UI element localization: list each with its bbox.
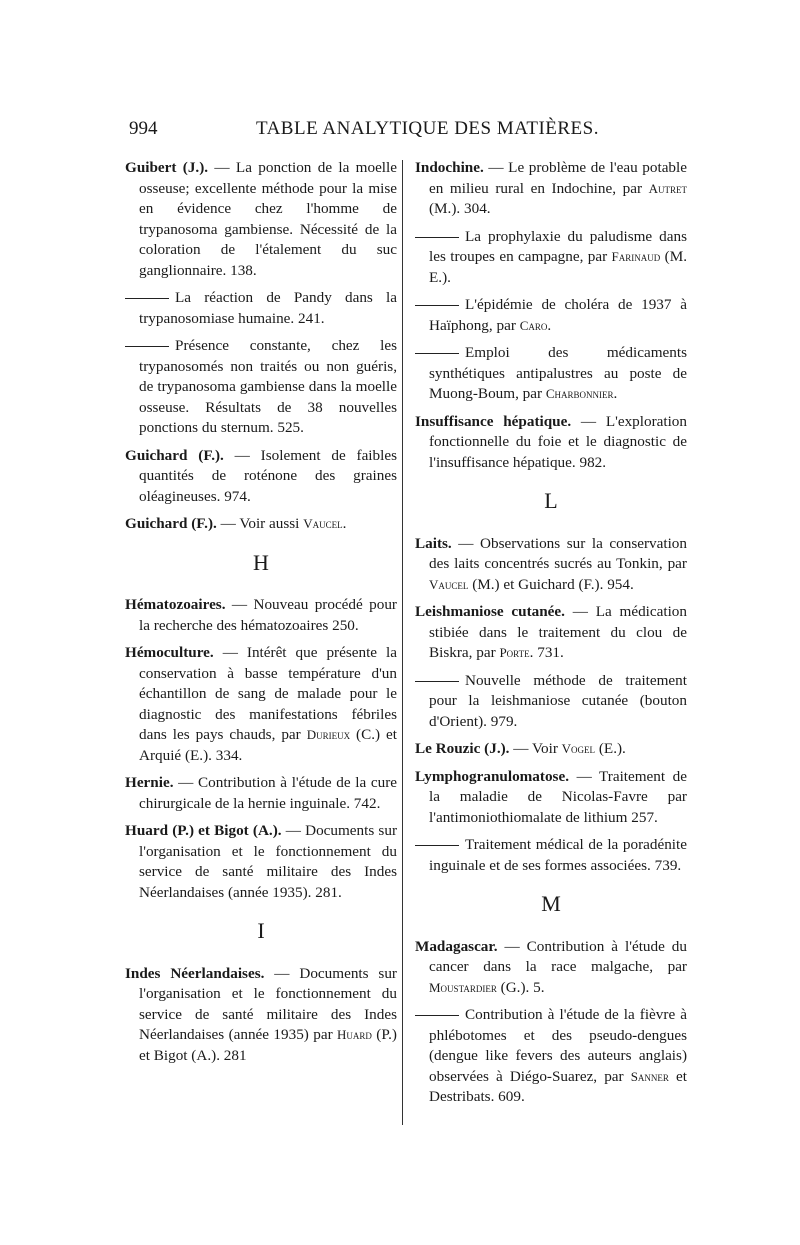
author-name: Huard xyxy=(337,1027,372,1042)
entry-tail: . xyxy=(613,385,618,402)
index-entry xyxy=(415,767,687,829)
index-subentry xyxy=(415,295,687,336)
index-entry xyxy=(415,158,687,220)
entry-text: — Observations sur la conservation des laits concentrés sucrés au Tonkin, par xyxy=(429,534,687,572)
entry-heading: Leishmaniose cutanée. xyxy=(415,603,565,620)
entry-tail: (P.) et Bigot (A.). 281 xyxy=(139,1026,397,1064)
entry-text: Emploi des médicaments synthétiques antipalustres au poste de Muong-Boum, par xyxy=(429,344,687,402)
entry-text: — Contribution à l'étude du cancer dans la race malgache, par xyxy=(429,937,687,975)
entry-heading: Insuffisance hépatique. xyxy=(415,412,572,430)
entry-tail: (E.). xyxy=(595,740,626,757)
index-subentry xyxy=(415,671,687,733)
index-subentry xyxy=(125,336,397,439)
section-letter: I xyxy=(257,918,265,943)
index-subentry xyxy=(415,227,687,289)
entry-heading: Hémoculture. xyxy=(125,644,214,661)
entry-tail: . 731. xyxy=(529,644,564,661)
author-name: Vogel xyxy=(561,741,596,756)
entry-tail: (C.) et Arquié (E.). 334. xyxy=(139,726,397,764)
entry-tail: . xyxy=(342,515,347,532)
entry-heading: Guichard (F.). xyxy=(125,446,224,464)
ditto-dash xyxy=(415,305,459,306)
ditto-dash xyxy=(415,1015,459,1016)
entry-tail: (M. E.). xyxy=(429,248,687,286)
ditto-dash xyxy=(415,237,459,238)
entry-tail: (M.) et Guichard (F.). 954. xyxy=(468,575,634,593)
right-column xyxy=(415,158,687,1115)
author-name: Moustardier xyxy=(429,979,497,995)
entry-heading: Hématozoaires. xyxy=(125,596,226,613)
entry-heading: Guibert (J.). xyxy=(125,159,209,176)
entry-heading: Lymphogranulomatose. xyxy=(415,767,570,785)
entry-text: — Voir aussi xyxy=(216,515,304,532)
entry-tail: (G.). 5. xyxy=(496,978,545,996)
section-letter: M xyxy=(541,891,561,916)
entry-text: — La médication stibiée dans le traitement du clou de Biskra, par xyxy=(429,603,687,661)
index-subentry xyxy=(125,288,397,329)
page-number: 994 xyxy=(129,118,158,139)
entry-text: — L'exploration fonctionnelle du foie et le diagnostic de l'insuffisance hépatique. 982. xyxy=(429,412,687,471)
entry-text: La prophylaxie du paludisme dans les troupes en campagne, par xyxy=(429,227,687,265)
entry-text: — Nouveau procédé pour la recherche des hématozoaires 250. xyxy=(139,596,397,634)
ditto-dash xyxy=(415,845,459,846)
author-name: Porte xyxy=(499,645,530,660)
entry-text: Traitement médical de la poradénite inguinale et de ses formes associées. 739. xyxy=(429,836,687,874)
section-letter: L xyxy=(544,488,558,513)
author-name: Durieux xyxy=(306,727,351,742)
author-name: Vaucel xyxy=(429,576,469,592)
entry-heading: Hernie. xyxy=(125,774,174,791)
entry-text: — Contribution à l'étude de la cure chirurgicale de la hernie inguinale. 742. xyxy=(139,774,397,812)
index-entry xyxy=(415,739,687,760)
index-entry xyxy=(125,595,397,636)
entry-heading: Madagascar. xyxy=(415,937,498,955)
index-entry xyxy=(415,412,687,474)
author-name: Charbonnier xyxy=(545,386,614,401)
page-header xyxy=(125,118,690,144)
index-entry xyxy=(125,158,397,281)
entry-tail: et Destribats. 609. xyxy=(429,1067,687,1105)
entry-tail: (M.). 304. xyxy=(429,200,491,217)
ditto-dash xyxy=(415,681,459,682)
entry-text: L'épidémie de choléra de 1937 à Haïphong, par xyxy=(429,296,687,334)
author-name: Farinaud xyxy=(611,249,661,264)
ditto-dash xyxy=(125,346,169,347)
index-subentry xyxy=(415,1005,687,1108)
entry-heading: Indes Néerlandaises. xyxy=(125,964,265,982)
entry-text: — Traitement de la maladie de Nicolas-Favre par l'antimoniothiomalate de lithium 257. xyxy=(429,767,687,826)
ditto-dash xyxy=(415,353,459,354)
index-entry xyxy=(125,446,397,508)
column-divider xyxy=(402,160,403,1125)
author-name: Caro xyxy=(519,317,548,333)
index-entry xyxy=(415,937,687,999)
author-name: Sanner xyxy=(630,1068,669,1084)
index-entry xyxy=(415,534,687,596)
left-column xyxy=(125,158,397,1073)
index-entry xyxy=(125,773,397,814)
author-name: Autret xyxy=(648,180,687,196)
index-entry xyxy=(125,643,397,766)
entry-text: — Documents sur l'organisation et le fonctionnement du service de santé militaire des Indes Néerlandaises (année 1935) par xyxy=(139,964,397,1043)
entry-text: — La ponction de la moelle osseuse; excellente méthode pour la mise en évidence chez l'homme de trypanosoma gambiense. Nécessité de la coloration de l'étalement du suc ganglionnaire. 138. xyxy=(139,159,397,279)
entry-heading: Guichard (F.). xyxy=(125,515,217,532)
index-entry xyxy=(125,514,397,535)
entry-text: — Intérêt que présente la conservation à basse température d'un échantillon de sang de malade pour le diagnostic des manifestations fébriles dans les pays chauds, par xyxy=(139,644,397,743)
index-entry xyxy=(125,964,397,1067)
index-entry xyxy=(125,821,397,903)
entry-heading: Laits. xyxy=(415,534,452,552)
entry-heading: Indochine. xyxy=(415,159,484,176)
running-title: TABLE ANALYTIQUE DES MATIÈRES. xyxy=(255,118,599,139)
entry-text: — Le problème de l'eau potable en milieu rural en Indochine, par xyxy=(429,159,687,197)
entry-text: — Isolement de faibles quantités de roténone des graines oléagineuses. 974. xyxy=(139,446,397,505)
entry-text: Présence constante, chez les trypanosomés non traités ou non guéris, de trypanosoma gambiense dans la moelle osseuse. Résultats de 38 nouvelles ponctions du sternum. 525. xyxy=(139,337,397,436)
entry-tail: . xyxy=(547,316,552,334)
entry-text: La réaction de Pandy dans la trypanosomiase humaine. 241. xyxy=(139,289,397,327)
index-subentry xyxy=(415,835,687,876)
ditto-dash xyxy=(125,298,169,299)
index-entry xyxy=(415,602,687,664)
entry-text: Contribution à l'étude de la fièvre à phlébotomes et des pseudo-dengues (dengue like fevers des auteurs anglais) observées à Diégo-Suarez, par xyxy=(429,1006,687,1085)
entry-heading: Le Rouzic (J.). xyxy=(415,740,510,757)
entry-text: Nouvelle méthode de traitement pour la leishmaniose cutanée (bouton d'Orient). 979. xyxy=(429,671,687,730)
index-subentry xyxy=(415,343,687,405)
entry-text: — Documents sur l'organisation et le fonctionnement du service de santé militaire des Indes Néerlandaises (année 1935). 281. xyxy=(139,822,397,901)
section-letter: H xyxy=(253,549,269,575)
author-name: Vaucel xyxy=(303,516,343,531)
entry-text: — Voir xyxy=(509,740,562,757)
entry-heading: Huard (P.) et Bigot (A.). xyxy=(125,822,282,839)
